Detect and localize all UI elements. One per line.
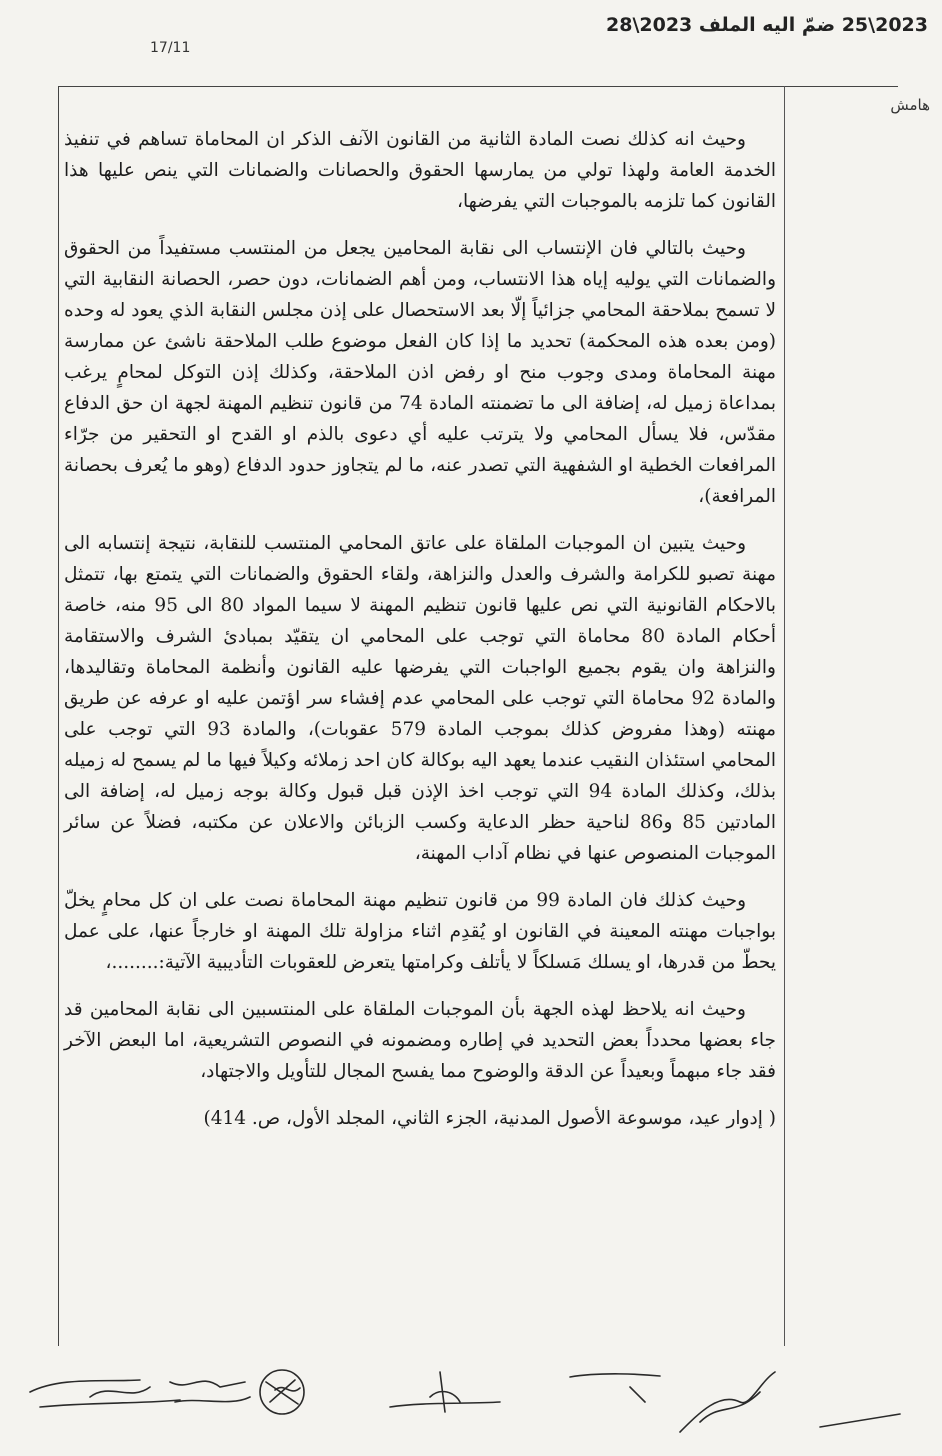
signature-1 [30,1380,180,1407]
signature-stamp-3 [260,1370,304,1414]
paragraph-2: وحيث بالتالي فان الإنتساب الى نقابة المحامين يجعل من المنتسب مستفيداً من الحقوق والضمانات التي يوليه إياه هذا الانتساب، ومن أهم الضمانات، دون حصر، الحصانة النقابية التي لا تسمح بملاحقة المحامي جزائياً إلّا بعد الاستحصال على إذن مجلس النقابة الذي يعود له وحده (ومن بعده هذه المحكمة) تحديد ما إذا كان الفعل موضوع طلب الملاحقة ناشئ عن ممارسة مهنة المحاماة ومدى وجوب منح او رفض اذن الملاحقة، وكذلك إذن التوكل لمحامٍ يرغب بمداعاة زميل له، إضافة الى ما تضمنته المادة 74 من قانون تنظيم المهنة لجهة ان حق الدفاع مقدّس، فلا يسأل المحامي ولا يترتب عليه أي دعوى بالذم او القدح او التحقير من جرّاء المرافعات الخطية او الشفهية التي تصدر عنه، ما لم يتجاوز حدود الدفاع (وهو ما يُعرف بحصانة المرافعة)، [64,238,776,507]
paragraph-3: وحيث يتبين ان الموجبات الملقاة على عاتق المحامي المنتسب للنقابة، نتيجة إنتسابه الى مهنة تصبو للكرامة والشرف والعدل والنزاهة، ولقاء الحقوق والضمانات التي يتمتع بها، تتمثل بالاحكام القانونية التي نص عليها قانون تنظيم المهنة لا سيما المواد 80 الى 95 منه، خاصة أحكام المادة 80 محاماة التي توجب على المحامي ان يتقيّد بمبادئ الشرف والاستقامة والنزاهة وان يقوم بجميع الواجبات التي يفرضها عليه القانون وأنظمة المحاماة وتقاليدها، والمادة 92 محاماة التي توجب على المحامي عدم إفشاء سر اؤتمن عليه او عرفه عن طريق مهنته (وهذا مفروض كذلك بموجب المادة 579 عقوبات)، والمادة 93 التي توجب على المحامي استئذان النقيب عندما يعهد اليه بوكالة كان احد زملائه وكيلاً فيها ما لم يسمح له زميله بذلك، وكذلك المادة 94 التي توجب اخذ الإذن قبل قبول وكالة بوجه زميل له، إضافة الى المادتين 85 و86 لناحية حظر الدعاية وكسب الزبائن والاعلان عن مكتبه، فضلاً عن سائر الموجبات المنصوص عنها في نظام آداب المهنة، [64,533,777,864]
signature-4 [390,1372,500,1412]
signature-6 [680,1372,900,1432]
signature-2 [170,1381,250,1402]
paragraph-5: وحيث انه يلاحظ لهذه الجهة بأن الموجبات الملقاة على المنتسبين الى نقابة المحامين قد جاء بعضها محدداً بعض التحديد في إطاره ومضمونه في النصوص التشريعية، اما البعض الآخر فقد جاء مبهماً وبعيداً عن الدقة والوضوح مما يفسح المجال للتأويل والاجتهاد، [64,999,776,1082]
margin-label: هامش [890,96,930,114]
paragraph-1: وحيث انه كذلك نصت المادة الثانية من القانون الآنف الذكر ان المحاماة تساهم في تنفيذ الخدمة العامة ولهذا تولي من يمارسها الحقوق والحصانات والضمانات التي ينص عليها هذا القانون كما تلزمه بالموجبات التي يفرضها، [64,129,776,212]
frame-top-border [58,86,898,87]
page-number: 17/11 [150,40,191,56]
document-body [64,124,776,1150]
frame-left-border [58,86,59,1346]
citation: ( إدوار عيد، موسوعة الأصول المدنية، الجزء الثاني، المجلد الأول، ص. 414) [203,1108,776,1129]
paragraph-4: وحيث كذلك فان المادة 99 من قانون تنظيم مهنة المحاماة نصت على ان كل محامٍ يخلّ بواجبات مهنته المعينة في القانون او يُقدِم اثناء مزاولة تلك المهنة او خارجاً عنها، على عمل يحطّ من قدرها، او يسلك مَسلكاً لا يأتلف وكرامتها يتعرض للعقوبات التأديبية الآتية:........، [64,890,776,973]
margin-column-divider [784,86,785,1346]
signature-5 [570,1374,660,1402]
file-reference: 2023\25 ضمّ اليه الملف 2023\28 [605,14,928,36]
signatures-strip [0,1352,942,1452]
